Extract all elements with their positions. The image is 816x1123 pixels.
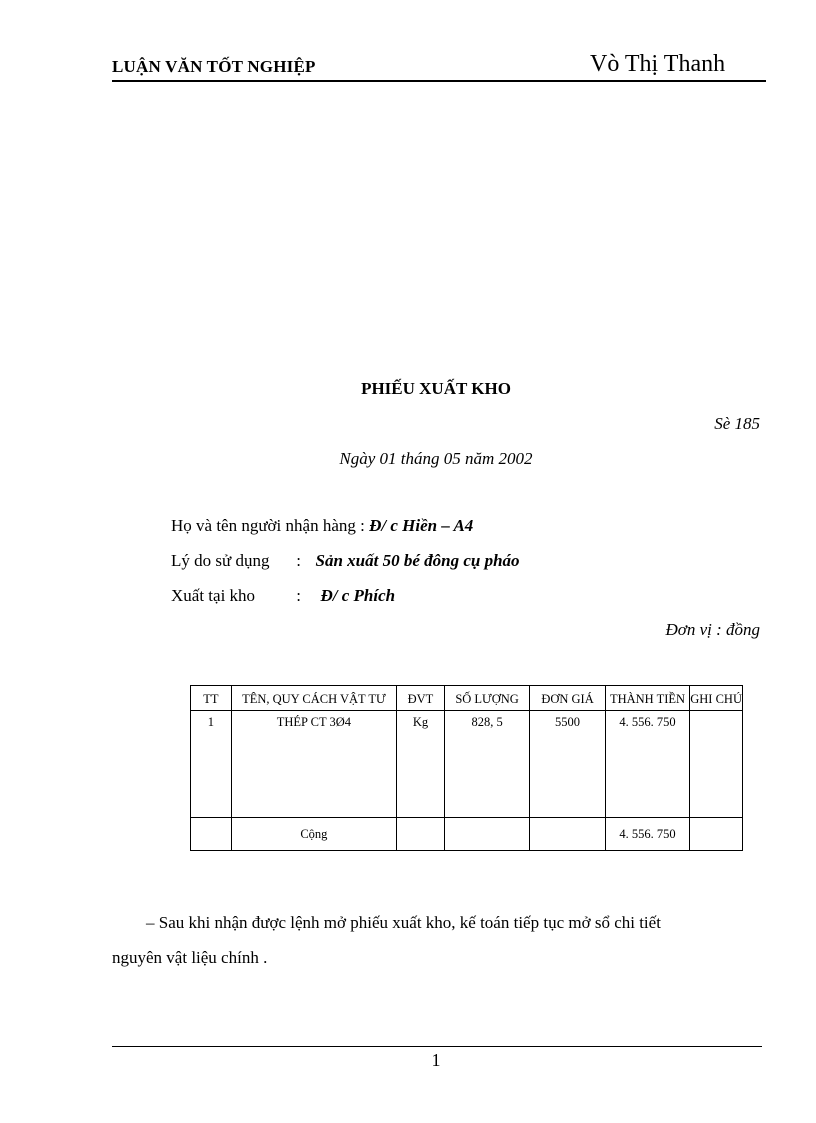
- total-cell-unit: [397, 818, 445, 851]
- header-unit-price: ĐƠN GIÁ: [530, 686, 605, 711]
- header-quantity: SỐ LƯỢNG: [444, 686, 530, 711]
- warehouse-separator: :: [296, 586, 301, 605]
- page-number: 1: [431, 1050, 441, 1070]
- reason-label: Lý do sử dụng: [171, 551, 270, 570]
- header-name: TÊN, QUY CÁCH VẬT TƯ: [231, 686, 396, 711]
- cell-note: [690, 711, 743, 818]
- paragraph-line-2: nguyên vật liệu chính .: [112, 948, 268, 967]
- cell-amount: 4. 556. 750: [605, 711, 690, 818]
- warehouse-value: Đ/ c Phích: [320, 586, 396, 605]
- warehouse-line: [171, 586, 395, 606]
- reason-line: [171, 551, 520, 571]
- body-paragraph: [112, 905, 772, 975]
- cell-tt: 1: [191, 711, 232, 818]
- cell-unit: Kg: [397, 711, 445, 818]
- receiver-label: Họ và tên người nhận hàng :: [171, 516, 365, 535]
- table-total-row: [191, 818, 743, 851]
- document-number: Sè 185: [714, 414, 760, 433]
- warehouse-label: Xuất tại kho: [171, 586, 256, 605]
- footer-divider: [112, 1046, 762, 1047]
- header-divider: [112, 80, 766, 82]
- header-author-name: Vò Thị Thanh: [590, 51, 726, 77]
- total-cell-quantity: [444, 818, 530, 851]
- table-header-row: [191, 686, 743, 711]
- header-thesis-title: LUẬN VĂN TỐT NGHIỆP: [112, 57, 316, 76]
- items-table: [190, 685, 743, 851]
- header-note: GHI CHÚ: [690, 686, 743, 711]
- total-amount: 4. 556. 750: [605, 818, 690, 851]
- currency-unit: Đơn vị : đồng: [665, 620, 760, 639]
- reason-separator: :: [296, 551, 301, 570]
- total-cell-note: [690, 818, 743, 851]
- cell-name: THÉP CT 3Ø4: [231, 711, 396, 818]
- document-title: PHIẾU XUẤT KHO: [361, 379, 511, 398]
- cell-quantity: 828, 5: [444, 711, 530, 818]
- header-tt: TT: [191, 686, 232, 711]
- total-cell-tt: [191, 818, 232, 851]
- total-label: Cộng: [231, 818, 396, 851]
- receiver-line: [171, 516, 473, 536]
- header-unit: ĐVT: [397, 686, 445, 711]
- total-cell-price: [530, 818, 605, 851]
- cell-unit-price: 5500: [530, 711, 605, 818]
- reason-value: Sản xuất 50 bé đông cụ pháo: [315, 551, 520, 570]
- document-date: Ngày 01 tháng 05 năm 2002: [339, 449, 533, 468]
- paragraph-line-1: [112, 905, 772, 940]
- table-row: [191, 711, 743, 818]
- paragraph-line-1-text: – Sau khi nhận được lệnh mở phiếu xuất kho, kế toán tiếp tục mở sổ chi tiết: [146, 913, 661, 932]
- receiver-value: Đ/ c Hiền – A4: [369, 516, 474, 535]
- header-amount: THÀNH TIỀN: [605, 686, 690, 711]
